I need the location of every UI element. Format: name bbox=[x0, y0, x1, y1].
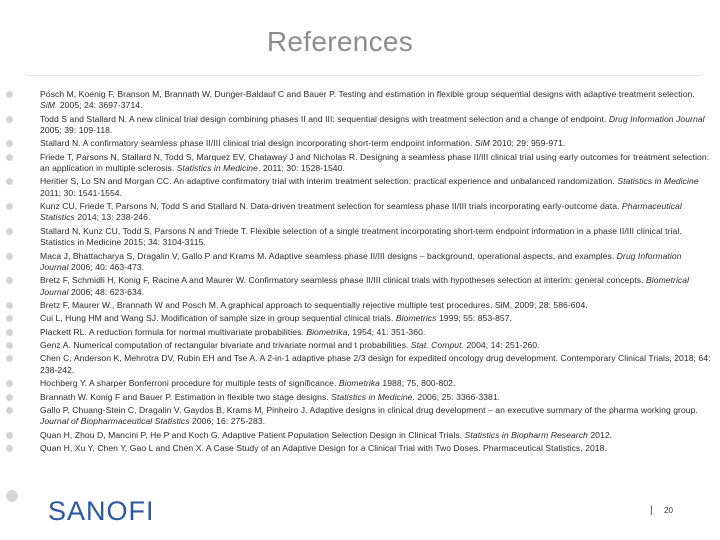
reference-text: Plackett RL. A reduction formula for normal multivariate probabilities. bbox=[40, 326, 307, 337]
page-title: References bbox=[266, 26, 414, 57]
reference-text: Stallard N. A confirmatory seamless phase II/III clinical trial design incorporating short-term endpoint information. bbox=[40, 138, 475, 149]
reference-journal: Statistics in Medicine bbox=[176, 163, 258, 174]
reference-item bbox=[40, 300, 712, 311]
reference-item bbox=[40, 152, 712, 175]
reference-item bbox=[40, 392, 712, 403]
reference-text: 1999; 55: 853-857. bbox=[436, 313, 513, 324]
reference-text: Stallard N, Kunz CU, Todd S, Parsons N and Triede T. Flexible selection of a single treatment incorporating short-term endpoint information in a phase II/III clinical trial. Statistics in Medicine 2015; 34: 3104-3115. bbox=[40, 225, 682, 248]
bullet-icon bbox=[6, 277, 13, 284]
reference-journal: Statistics in Biopharm Research bbox=[464, 429, 588, 440]
reference-text: Hochberg Y. A sharper Bonferroni procedure for multiple tests of significance. bbox=[40, 378, 339, 389]
bullet-icon bbox=[6, 380, 13, 387]
reference-item bbox=[40, 443, 712, 454]
reference-text: Maca J, Bhattacharya S, Dragalin V, Gallo P and Krams M. Adaptive seamless phase II/III designs – background, operational aspects, and examples. bbox=[40, 250, 617, 261]
bullet-icon bbox=[6, 253, 13, 260]
page-separator: | bbox=[650, 505, 653, 516]
bullet-icon bbox=[6, 432, 13, 439]
reference-journal: Biometrika bbox=[338, 378, 380, 389]
bullet-icon bbox=[6, 140, 13, 147]
page-number: 20 bbox=[664, 506, 673, 515]
reference-text: Posch M, Koenig F, Branson M, Brannath W, Dunger-Baldauf C and Bauer P. Testing and estimation in flexible group sequential designs with adaptive treatment selection. bbox=[40, 89, 695, 99]
reference-journal: Stat. Comput. bbox=[410, 340, 464, 351]
bullet-icon bbox=[6, 228, 13, 235]
reference-journal: Biometrika bbox=[306, 326, 348, 337]
reference-item bbox=[40, 226, 712, 249]
bullet-icon bbox=[6, 315, 13, 322]
bullet-icon bbox=[6, 302, 13, 309]
reference-text: 2006; 16: 275-283. bbox=[189, 416, 266, 427]
reference-journal: Biometrical Journal bbox=[40, 275, 690, 297]
reference-journal: Drug Information Journal bbox=[40, 250, 682, 272]
reference-journal: SiM. bbox=[40, 100, 58, 111]
logo-text: SANOFI bbox=[48, 495, 155, 526]
title-divider bbox=[26, 75, 702, 76]
reference-text: , 1954; 41: 351-360. bbox=[347, 326, 426, 337]
reference-journal: Statistics in Medicine bbox=[331, 391, 413, 402]
bullet-icon bbox=[6, 203, 13, 210]
reference-text: 2005; 39: 109-118. bbox=[40, 124, 113, 135]
reference-text: 2011; 30: 1541-1554. bbox=[40, 187, 123, 198]
bullet-icon bbox=[6, 329, 13, 336]
bullet-icon bbox=[6, 407, 13, 414]
bullet-rail bbox=[6, 86, 16, 496]
reference-text: Bretz F, Schmidli H, Konig F, Racine A and Maurer W. Confirmatory seamless phase II/III clinical trials with hypotheses selection at interim: general concepts. bbox=[40, 275, 646, 286]
reference-text: Genz A. Numerical computation of rectangular bivariate and trivariate normal and t probabilities. bbox=[40, 340, 411, 351]
reference-text: 2005; 24: 3697-3714. bbox=[57, 100, 143, 111]
bullet-icon bbox=[6, 355, 13, 362]
reference-text: Todd S and Stallard N. A new clinical trial design combining phases II and III: sequential designs with treatment selection and a change of endpoint. bbox=[40, 113, 609, 124]
reference-text: Chen C, Anderson K, Mehrotra DV, Rubin EH and Tse A. A 2-in-1 adaptive phase 2/3 design for expedited oncology drug development. Contemporary Clinical Trials, 2018; 64: 238-242. bbox=[40, 353, 711, 375]
reference-journal: Biometrics bbox=[395, 313, 437, 324]
reference-journal: Pharmaceutical Statistics bbox=[40, 201, 682, 223]
reference-item bbox=[40, 138, 712, 149]
reference-text: 2012. bbox=[587, 429, 613, 440]
reference-journal: Drug Information Journal bbox=[608, 113, 705, 124]
reference-item bbox=[40, 251, 712, 274]
reference-journal: Statistics in Medicine bbox=[617, 176, 699, 187]
reference-item bbox=[40, 114, 712, 137]
reference-text: Heritier S, Lo SN and Morgan CC. An adaptive confirmatory trial with interim treatment selection: practical experience and unbalanced randomization. bbox=[40, 176, 618, 187]
reference-text: 2006; 48: 623-634. bbox=[68, 286, 145, 297]
reference-text: Kunz CU, Friede T, Parsons N, Todd S and Stallard N. Data-driven treatment selection for seamless phase II/III trials incorporating early-outcome data. bbox=[40, 201, 622, 212]
reference-item bbox=[40, 313, 712, 324]
reference-item bbox=[40, 430, 712, 441]
reference-text: . 2006; 25: 3366-3381. bbox=[412, 391, 501, 402]
reference-item bbox=[40, 275, 712, 298]
reference-item bbox=[40, 176, 712, 199]
reference-text: 2010; 29: 959-971. bbox=[489, 138, 566, 149]
sanofi-logo bbox=[48, 494, 155, 528]
reference-item bbox=[40, 353, 712, 376]
bullet-icon bbox=[6, 394, 13, 401]
reference-text: Quan H, Xu Y, Chen Y, Gao L and Chen X. A Case Study of an Adaptive Design for a Clinical Trial with Two Doses. Pharmaceutical Statistics, 2018. bbox=[40, 443, 607, 453]
bullet-icon bbox=[6, 154, 13, 161]
reference-text: Brannath W. Konig F and Bauer P. Estimation in flexible two stage designs. bbox=[40, 391, 332, 402]
reference-item bbox=[40, 378, 712, 389]
reference-text: Quan H, Zhou D, Mancini P, He P and Koch G. Adaptive Patient Population Selection Design in Clinical Trials. bbox=[40, 429, 465, 440]
bullet-icon bbox=[6, 342, 13, 349]
reference-text: . 2011; 30: 1528-1540. bbox=[257, 163, 345, 174]
reference-text: 1988; 75, 800-802. bbox=[379, 378, 456, 389]
bullet-icon bbox=[6, 116, 13, 123]
reference-text: 2006; 40: 463-473. bbox=[68, 261, 145, 272]
reference-text: Friede T, Parsons N, Stallard N, Todd S, Marquez EV, Chataway J and Nicholas R. Designing a seamless phase II/III clinical trial using early outcomes for treatment selection: an application in multiple sclerosis. bbox=[40, 151, 710, 174]
reference-item bbox=[40, 405, 712, 428]
bullet-icon bbox=[6, 91, 13, 98]
reference-journal: Journal of Biopharmaceutical Statistics bbox=[40, 416, 190, 427]
reference-text: Cui L, Hung HM and Wang SJ. Modification of sample size in group sequential clinical trials. bbox=[40, 313, 396, 324]
reference-text: 2004; 14: 251-260. bbox=[464, 340, 540, 351]
bullet-icon bbox=[6, 178, 13, 185]
reference-text: Bretz F, Maurer W., Brannath W and Posch M. A graphical approach to sequentially rejective multiple test procedures. SiM, 2009; 28: 586-604. bbox=[40, 299, 588, 310]
reference-text: 2014; 13: 238-246. bbox=[74, 212, 151, 223]
reference-item bbox=[40, 340, 712, 351]
reference-item bbox=[40, 201, 712, 224]
reference-journal: SiM bbox=[474, 138, 490, 149]
reference-item bbox=[40, 327, 712, 338]
bullet-icon bbox=[6, 445, 13, 452]
reference-item bbox=[40, 89, 712, 112]
reference-text: Gallo P, Chuang-Stein C, Dragalin V, Gaydos B, Krams M, Pinheiro J. Adaptive designs in clinical drug development – an executive summary of the pharma working group. bbox=[40, 404, 698, 415]
footer-bullet-icon bbox=[6, 490, 18, 502]
reference-list bbox=[40, 89, 712, 456]
